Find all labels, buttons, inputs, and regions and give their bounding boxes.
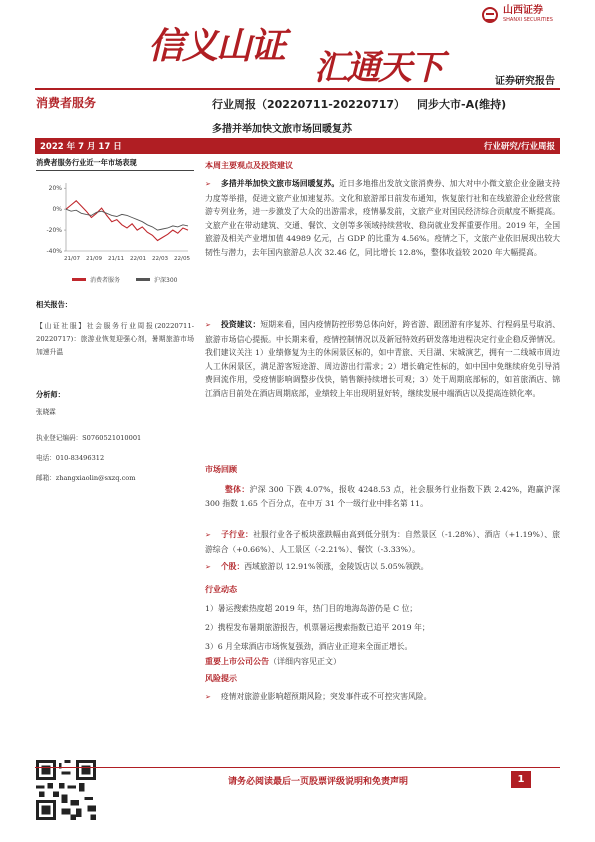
- key-points-heading: 本周主要观点及投资建议: [205, 161, 293, 170]
- industry-news-heading: 行业动态: [205, 585, 237, 594]
- y-tick-label: 0%: [52, 206, 62, 214]
- disclaimer-link[interactable]: 请务必阅读最后一页股票评级说明和免责声明: [228, 777, 409, 787]
- related-report[interactable]: 【山证社服】社会服务行业周报(20220711-20220717)：旅游业恢复迎强心剂，暑期旅游市场加速升温: [36, 322, 194, 356]
- stocks-lead: 个股：: [220, 562, 245, 571]
- legend-swatch-consumer: [72, 278, 86, 281]
- paragraph-investment-lead: 投资建议：: [220, 320, 261, 329]
- logo-name-en: SHANXI SECURITIES: [503, 17, 553, 23]
- news-item: 1）暑运搜索热度超 2019 年，热门目的地海岛游仍是 C 位；: [205, 604, 418, 613]
- subsector-body: 社服行业各子板块涨跌幅由高到低分别为：自然景区（-1.28%）、酒店（+1.19%）、旅游综合（+0.66%）、人工景区（-2.21%）、餐饮（-3.33%）。: [205, 530, 561, 554]
- report-category: 行业研究/行业周报: [483, 142, 555, 152]
- stocks-body: 西域旅游以 12.91%领涨，金陵饭店以 5.05%领跌。: [244, 562, 429, 571]
- x-tick-label: 22/05: [173, 256, 191, 262]
- report-date: 2022 年 7 月 17 日: [40, 142, 122, 152]
- sector-name: 消费者服务: [36, 96, 97, 110]
- analyst-license: 执业登记编码：S0760521010001: [36, 434, 142, 442]
- analyst-name: 张晓霖: [36, 408, 56, 416]
- report-subtitle: 多措并举加快文旅市场回暖复苏: [212, 124, 352, 135]
- overall-body: 沪深 300 下跌 4.07%，报收 4248.53 点，社会服务行业指数下跌 2.42%，跑赢沪深 300 指数 1.65 个百分点，在中万 31 个一级行业中排名第 11。: [205, 485, 561, 508]
- legend-item-consumer: [72, 275, 120, 284]
- bullet-arrow-icon: ➢: [205, 531, 211, 539]
- y-tick-label: -20%: [46, 227, 62, 235]
- header-slogan: [148, 18, 478, 88]
- qr-code-icon: [36, 760, 96, 820]
- slogan-line-1: 信义山证: [148, 25, 285, 67]
- report-title: [212, 96, 506, 112]
- paragraph-stocks: [205, 560, 560, 575]
- announcements-title: 重要上市公司公告: [205, 657, 269, 666]
- legend-label-hs300: 沪深300: [154, 277, 178, 284]
- paragraph-recovery-body: 近日多地推出发放文旅消费券、加大对中小微文旅企业金融支持力度等举措，促进文旅产业加速复苏。文化和旅游部日前发布通知，恢复旅行社和在线旅游企业经营旅游专列业务，进一步激发了大众的出游需求，疫情暴发前，文旅产业对国民经济综合贡献度不断提高。文旅产业在带动建筑、交通、餐饮、文创等多领域持续营收、稳岗就业发挥重要作用。2019 年，全国旅游及相关产业增加值 44989 亿元，占 GDP 的比重为 4.56%。疫情之下，文旅产业依旧展现出较大韧性与潜力，去年国内旅游总人次 32.46 亿，同比增长 12.8%，整体收益较 2020 年大幅提高。: [205, 179, 560, 257]
- y-tick-label: 20%: [48, 185, 62, 193]
- x-tick-label: 21/07: [63, 256, 81, 262]
- header-divider: [35, 88, 560, 90]
- x-tick-label: 22/03: [151, 256, 169, 262]
- related-heading: 相关报告：: [36, 300, 72, 309]
- bullet-arrow-icon: ➢: [205, 321, 211, 329]
- market-review-heading: 市场回顾: [205, 465, 237, 474]
- bullet-arrow-icon: ➢: [205, 563, 211, 571]
- doc-type-label: 证券研究报告: [495, 76, 555, 87]
- series-line-1: [66, 209, 188, 230]
- paragraph-investment-body: 短期来看，国内疫情防控形势总体向好，跨省游、跟团游有序复苏、行程码星号取消、旅游市场信心提振。中长期来看，疫情控制情况以及新冠特效药研发落地进程决定行业企稳反弹情况。我们建议关注 1）业绩修复为主的休闲景区标的，如中青旅、天目湖、宋城演艺，拥有一二线城市周边人工休闲景区，满足游客短途游、周边游出行需求；2）增长确定性标的，如中国中免继续府免引导消费回流作用，受疫情影响调整步伐快，销售额持续增长可观；3）处于周期底部标的，如首旅酒店、锦江酒店目前处在酒店周期底部，业绩较上年出现明显好转，继续发展中端酒店以及提高连锁化率。: [205, 320, 561, 398]
- market-chart-svg: [36, 175, 194, 275]
- news-item: 2）携程发布暑期旅游报告，机票暑运搜索指数已追平 2019 年；: [205, 623, 430, 632]
- analyst-phone: 电话：010-83496312: [36, 454, 105, 462]
- chart-legend: [72, 275, 177, 284]
- paragraph-recovery-lead: 多措并举加快文旅市场回暖复苏。: [220, 179, 340, 188]
- x-tick-label: 21/09: [85, 256, 103, 262]
- chart-heading: 消费者服务行业近一年市场表现: [36, 158, 194, 171]
- x-tick-label: 22/01: [129, 256, 147, 262]
- news-item: 3）6 月全球酒店市场恢复强劲，酒店业正迎来全面正增长。: [205, 642, 413, 651]
- analyst-heading: 分析师：: [36, 390, 65, 399]
- bullet-arrow-icon: ➢: [205, 693, 211, 701]
- footer-divider: [35, 767, 560, 768]
- logo-mark-icon: [482, 7, 498, 23]
- announcements-note: （详细内容见正文）: [269, 657, 341, 666]
- sidebar: [36, 158, 194, 285]
- paragraph-overall: [205, 483, 560, 510]
- x-tick-label: 21/11: [107, 256, 125, 262]
- risk-heading: 风险提示: [205, 674, 237, 683]
- y-tick-label: -40%: [46, 248, 62, 255]
- bullet-arrow-icon: ➢: [205, 180, 211, 188]
- legend-label-consumer: 消费者服务: [90, 277, 121, 284]
- paragraph-subsector: [205, 528, 560, 556]
- paragraph-investment: [205, 318, 560, 401]
- legend-swatch-hs300: [136, 278, 150, 281]
- risk-body: 疫情对旅游业影响超预期风险；突发事件或不可控灾害风险。: [220, 692, 432, 701]
- subsector-lead: 子行业：: [220, 530, 254, 539]
- market-chart: [36, 175, 194, 285]
- analyst-email[interactable]: 邮箱：zhangxiaolin@sxzq.com: [36, 474, 136, 482]
- page-number: 1: [511, 771, 531, 788]
- series-line-0: [66, 201, 188, 241]
- paragraph-risk: [205, 690, 560, 705]
- legend-item-hs300: [136, 275, 177, 284]
- company-logo: [482, 6, 553, 23]
- paragraph-recovery: [205, 177, 560, 260]
- date-bar: [35, 138, 560, 154]
- rating-label: 同步大市-A(维持): [417, 98, 507, 111]
- announcements-heading: [205, 656, 341, 667]
- slogan-line-2: 汇通天下: [314, 48, 442, 88]
- logo-name-cn: 山西证券: [503, 5, 543, 16]
- overall-lead: 整体：: [225, 485, 250, 494]
- report-title-text: 行业周报（20220711-20220717）: [212, 98, 406, 111]
